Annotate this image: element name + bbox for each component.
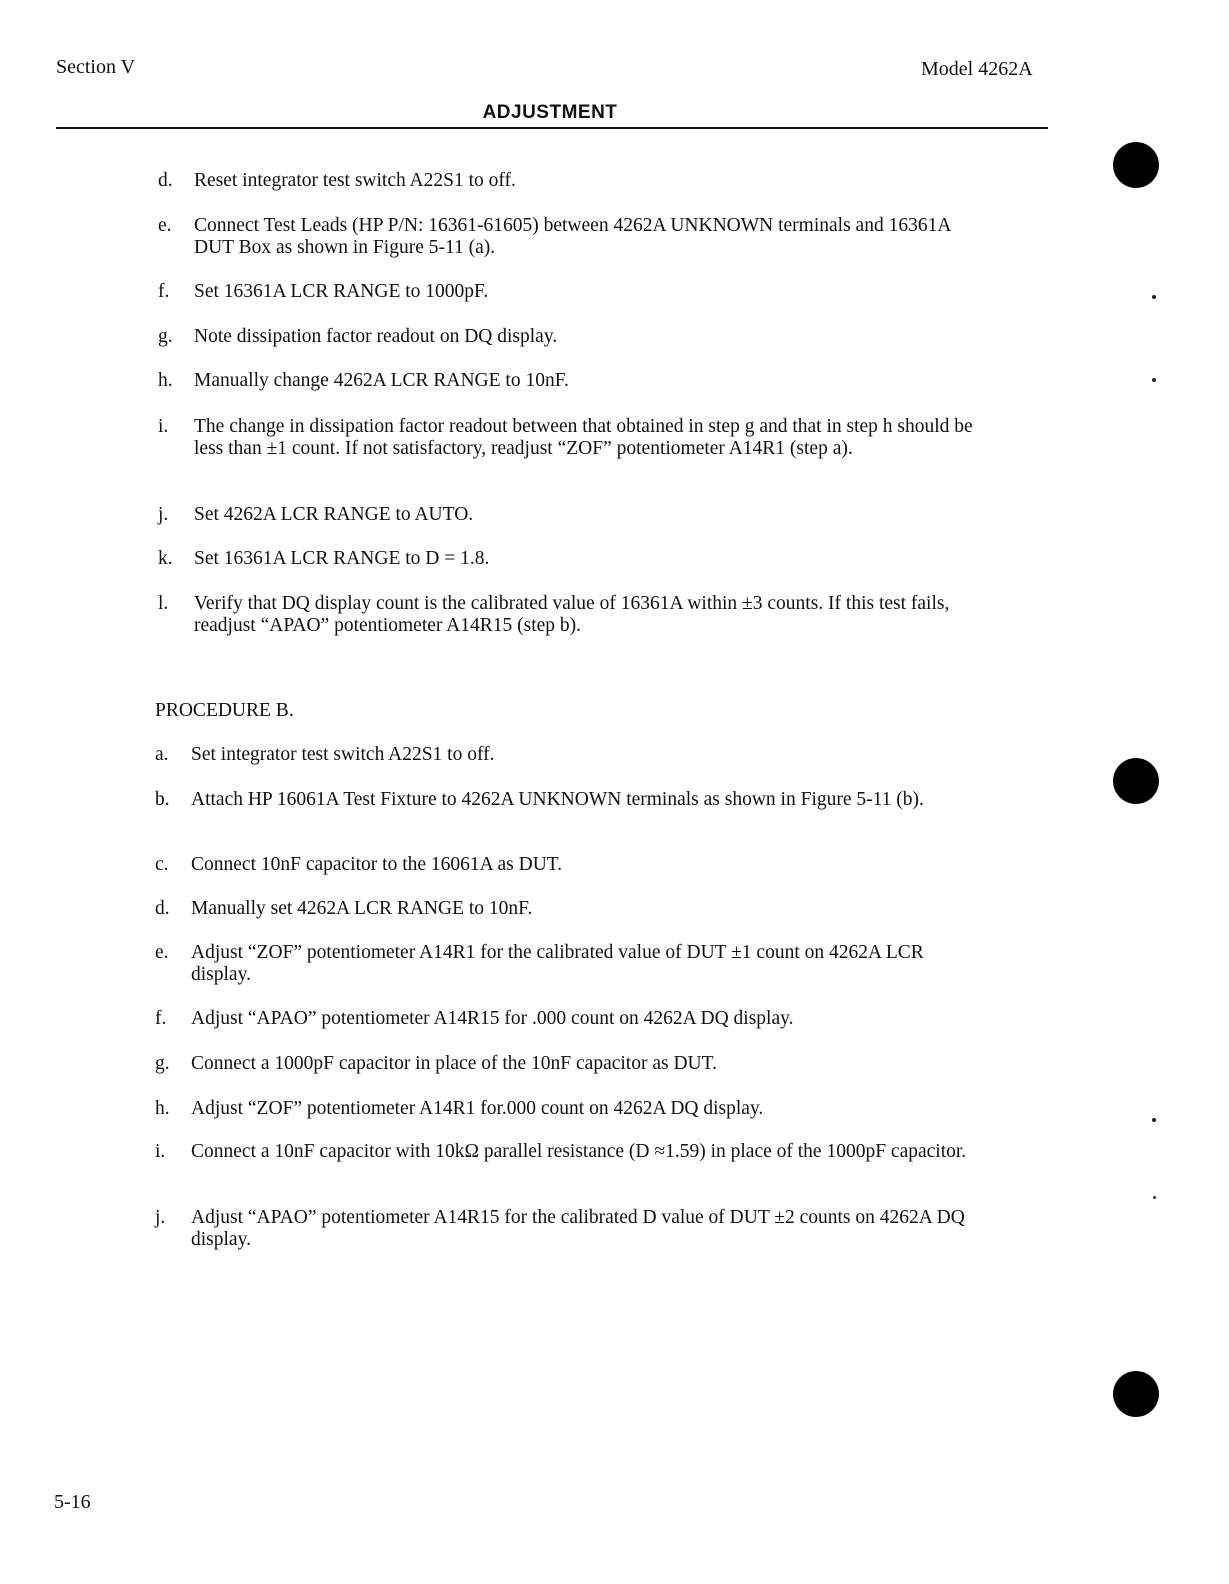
section-label: Section V [56,56,136,78]
step-letter: e. [158,215,172,236]
step-text: Manually set 4262A LCR RANGE to 10nF. [191,898,533,919]
step-letter: l. [158,593,169,614]
step-text: Connect a 1000pF capacitor in place of the 10nF capacitor as DUT. [191,1053,717,1074]
punch-hole-bottom [1113,1371,1159,1417]
step-text: Connect a 10nF capacitor with 10kΩ parallel resistance (D ≈1.59) in place of the 1000pF capacitor. [191,1141,967,1162]
step-letter: c. [155,854,169,875]
step-letter: k. [158,548,173,569]
step-letter: e. [155,942,169,963]
step-text: Reset integrator test switch A22S1 to off. [194,170,516,191]
scan-speck [1152,378,1156,382]
page-number: 5-16 [54,1491,91,1513]
header-rule [56,127,1048,129]
step-letter: a. [155,744,169,765]
model-label: Model 4262A [921,58,1033,80]
step-letter: g. [158,326,173,347]
punch-hole-top [1113,142,1159,188]
step-letter: h. [158,370,173,391]
step-letter: b. [155,789,170,810]
scan-speck [1153,1196,1156,1199]
step-text: Set integrator test switch A22S1 to off. [191,744,495,765]
step-text: Manually change 4262A LCR RANGE to 10nF. [194,370,569,391]
step-letter: j. [155,1207,166,1228]
step-text: Connect 10nF capacitor to the 16061A as DUT. [191,854,563,875]
step-letter: f. [158,281,170,302]
scan-speck [1152,295,1156,299]
step-letter: g. [155,1053,170,1074]
step-text: Set 16361A LCR RANGE to D = 1.8. [194,548,490,569]
page-title: ADJUSTMENT [482,102,618,123]
step-text: Adjust “APAO” potentiometer A14R15 for the calibrated D value of DUT ±2 counts on 4262A DQ display. [191,1207,965,1250]
procedure-b-heading: PROCEDURE B. [155,700,294,721]
step-text: Note dissipation factor readout on DQ display. [194,326,558,347]
step-letter: d. [158,170,173,191]
step-letter: j. [158,504,169,525]
step-letter: f. [155,1008,167,1029]
step-letter: h. [155,1098,170,1119]
step-text: Adjust “ZOF” potentiometer A14R1 for the calibrated value of DUT ±1 count on 4262A LCR display. [191,942,924,985]
step-text: Connect Test Leads (HP P/N: 16361-61605) between 4262A UNKNOWN terminals and 16361A DUT Box as shown in Figure 5-11 (a). [194,215,951,258]
step-text: Set 4262A LCR RANGE to AUTO. [194,504,474,525]
step-text: The change in dissipation factor readout between that obtained in step g and that in step h should be less than ±1 count. If not satisfactory, readjust “ZOF” potentiometer A14R1 (step a). [194,416,973,459]
step-letter: i. [155,1141,166,1162]
step-text: Verify that DQ display count is the calibrated value of 16361A within ±3 counts. If this test fails, readjust “APAO” potentiometer A14R15 (step b). [194,593,950,636]
step-letter: i. [158,416,169,437]
punch-hole-middle [1113,758,1159,804]
step-text: Adjust “APAO” potentiometer A14R15 for .000 count on 4262A DQ display. [191,1008,794,1029]
step-text: Set 16361A LCR RANGE to 1000pF. [194,281,489,302]
step-text: Attach HP 16061A Test Fixture to 4262A UNKNOWN terminals as shown in Figure 5-11 (b). [191,789,924,810]
scan-speck [1152,1118,1156,1122]
step-letter: d. [155,898,170,919]
step-text: Adjust “ZOF” potentiometer A14R1 for.000 count on 4262A DQ display. [191,1098,764,1119]
